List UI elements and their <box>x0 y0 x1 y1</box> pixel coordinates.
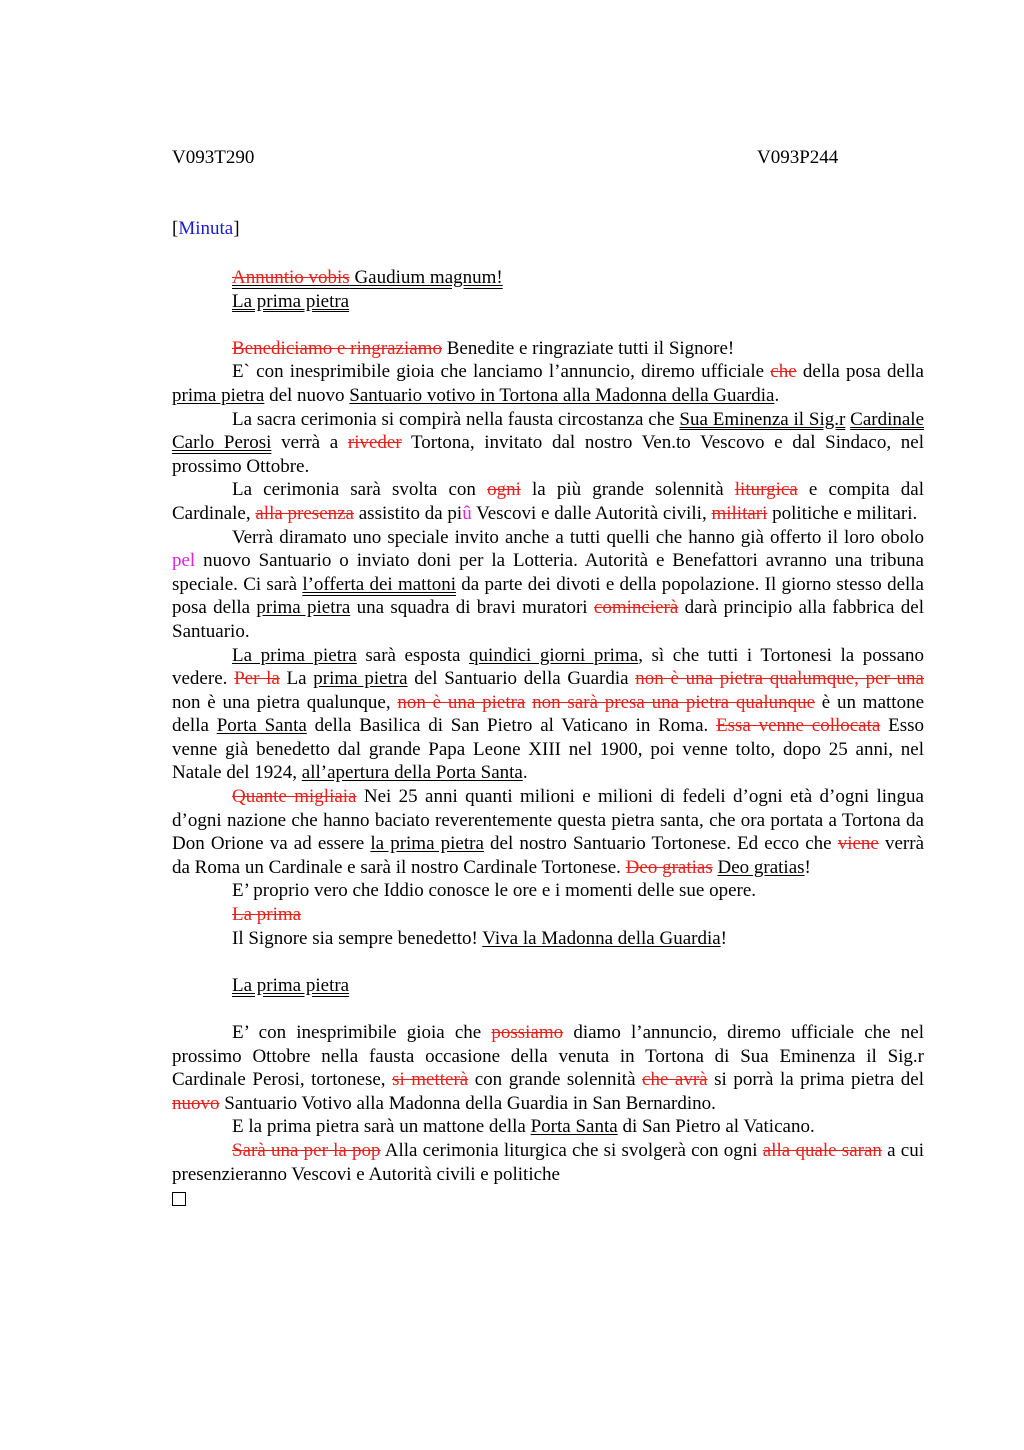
magenta-text: û <box>462 502 472 524</box>
paragraph-4: La cerimonia sarà svolta con ogni la più grande solennità liturgica e compita dal Cardinale, alla presenza assistito da piû Vescovi e dalle Autorità civili, militari politiche e militari. <box>172 479 924 524</box>
underlined-text: prima pietra <box>172 384 265 406</box>
underlined-text: Santuario votivo in Tortona alla Madonna della Guardia <box>349 384 775 406</box>
spacer <box>172 997 924 1021</box>
deleted-text: Quante migliaia <box>232 786 357 808</box>
bracket-close: ] <box>233 218 240 239</box>
deleted-text: si metterà <box>392 1069 469 1091</box>
double-underlined-text: l’offerta dei mattoni <box>302 573 457 595</box>
underlined-text: prima pietra <box>256 597 351 619</box>
subtitle-line <box>172 290 924 314</box>
underlined-text: la prima pietra <box>370 833 484 855</box>
paragraph-1: Benediciamo e ringraziamo Benedite e ringraziate tutti il Signore! <box>232 337 735 359</box>
deleted-text: Deo gratias <box>625 856 713 878</box>
underlined-text: prima pietra <box>313 668 408 690</box>
document-body <box>172 266 924 1213</box>
paragraph-5: Verrà diramato uno speciale invito anche a tutti quelli che hanno già offerto il loro obolo pel nuovo Santuario o inviato doni per la Lotteria. Autorità e Benefattori avranno una tribuna speciale. Ci sarà l’offerta dei mattoni da parte dei divoti e della popolazione. Il giorno stesso della posa della prima pietra una squadra di bravi muratori comincierà darà principio alla fabbrica del Santuario. <box>172 526 924 642</box>
paragraph-11: E’ con inesprimibile gioia che possiamo diamo l’annuncio, diremo ufficiale che nel prossimo Ottobre nella fausta occasione della venuta in Tortona di Sua Eminenza il Sig.r Cardinale Perosi, tortonese, si metterà con grande solennità che avrà si porrà la prima pietra del nuovo Santuario Votivo alla Madonna della Guardia in San Bernardino. <box>172 1022 924 1114</box>
underlined-text: Porta Santa <box>530 1116 618 1138</box>
deleted-text: alla quale saran <box>762 1139 882 1161</box>
paragraph-10: Il Signore sia sempre benedetto! Viva la Madonna della Guardia! <box>232 927 727 949</box>
deleted-text: che <box>770 361 797 383</box>
double-underlined-text: Sua Eminenza il Sig.r <box>679 408 846 430</box>
deleted-text: non sarà presa una pietra qualunque <box>532 691 816 713</box>
underlined-text: all’apertura della Porta Santa <box>301 762 523 784</box>
underlined-text: La prima pietra <box>232 644 357 666</box>
deleted-text: non è una pietra <box>397 691 526 713</box>
paragraph-12: E la prima pietra sarà un mattone della Porta Santa di San Pietro al Vaticano. <box>232 1116 815 1138</box>
bracket-open: [ <box>172 218 179 239</box>
deleted-text: riveder <box>347 432 402 454</box>
document-code-left: V093T290 <box>172 147 255 168</box>
double-underlined-text: Cardinale Carlo Perosi <box>172 408 925 454</box>
deleted-text: Annuntio vobis <box>232 267 350 288</box>
underlined-text: Deo gratias <box>717 856 805 878</box>
paragraph-7: Quante migliaia Nei 25 anni quanti milioni e milioni di fedeli d’ogni età d’ogni lingua d’ogni nazione che hanno baciato reverentemente questa pietra santa, che ora portata a Tortona da Don Orione va ad essere la prima pietra del nostro Santuario Tortonese. Ed ecco che viene verrà da Roma un Cardinale e sarà il nostro Cardinale Tortonese. Deo gratias Deo gratias! <box>172 786 924 878</box>
spacer <box>172 313 924 337</box>
deleted-text: La prima <box>232 904 302 926</box>
second-title-line <box>172 974 924 998</box>
paragraph-3: La sacra cerimonia si compirà nella fausta circostanza che Sua Eminenza il Sig.r Cardinale Carlo Perosi verrà a riveder Tortona, invitato dal nostro Ven.to Vescovo e dal Sindaco, nel prossimo Ottobre. <box>172 408 925 477</box>
paragraph-6: La prima pietra sarà esposta quindici giorni prima, sì che tutti i Tortonesi la possano vedere. Per la La prima pietra del Santuario della Guardia non è una pietra qualumque, per una non è una pietra qualunque, non è una pietra non sarà presa una pietra qualunque è un mattone della Porta Santa della Basilica di San Pietro al Vaticano in Roma. Essa venne collocata Esso venne già benedetto dal grande Papa Leone XIII nel 1900, poi venne tolto, dopo 25 anni, nel Natale del 1924, all’apertura della Porta Santa. <box>172 644 925 784</box>
deleted-text: Benediciamo e ringraziamo <box>232 337 442 359</box>
title-line <box>172 266 924 290</box>
second-title-text: La prima pietra <box>232 974 350 996</box>
underlined-text: quindici giorni prima <box>469 644 639 666</box>
deleted-text: Per la <box>234 668 280 690</box>
deleted-text: Essa venne collocata <box>716 715 881 737</box>
subtitle-text: La prima pietra <box>232 290 350 312</box>
deleted-text: alla presenza <box>255 502 354 524</box>
title-text: Gaudium magnum! <box>349 267 503 288</box>
deleted-text: militari <box>711 502 768 524</box>
document-code-right: V093P244 <box>757 147 839 168</box>
deleted-text: ogni <box>487 479 521 501</box>
deleted-text: liturgica <box>734 479 798 501</box>
checkbox-line <box>172 1186 924 1213</box>
paragraph-2: E` con inesprimibile gioia che lanciamo l’annuncio, diremo ufficiale che della posa della prima pietra del nuovo Santuario votivo in Tortona alla Madonna della Guardia. <box>172 361 924 406</box>
minuta-label <box>172 217 240 241</box>
paragraph-8: E’ proprio vero che Iddio conosce le ore e i momenti delle sue opere. <box>232 880 757 902</box>
paragraph-13: Sarà una per la pop Alla cerimonia liturgica che si svolgerà con ogni alla quale saran a cui presenzieranno Vescovi e Autorità civili e politiche <box>172 1139 924 1185</box>
magenta-text: pel <box>172 550 196 572</box>
paragraph-9 <box>172 903 924 927</box>
checkbox-icon <box>172 1192 186 1206</box>
deleted-text: che avrà <box>642 1069 708 1091</box>
spacer <box>172 950 924 974</box>
deleted-text: non è una pietra qualumque, per una <box>635 668 924 690</box>
deleted-text: nuovo <box>172 1092 220 1114</box>
deleted-text: Sarà una per la pop <box>232 1139 381 1161</box>
underlined-text: Porta Santa <box>216 715 307 737</box>
underlined-text: Viva la Madonna della Guardia <box>482 927 721 949</box>
deleted-text: viene <box>837 833 879 855</box>
minuta-link[interactable]: Minuta <box>178 218 234 239</box>
deleted-text: comincierà <box>593 597 679 619</box>
deleted-text: possiamo <box>491 1022 564 1043</box>
